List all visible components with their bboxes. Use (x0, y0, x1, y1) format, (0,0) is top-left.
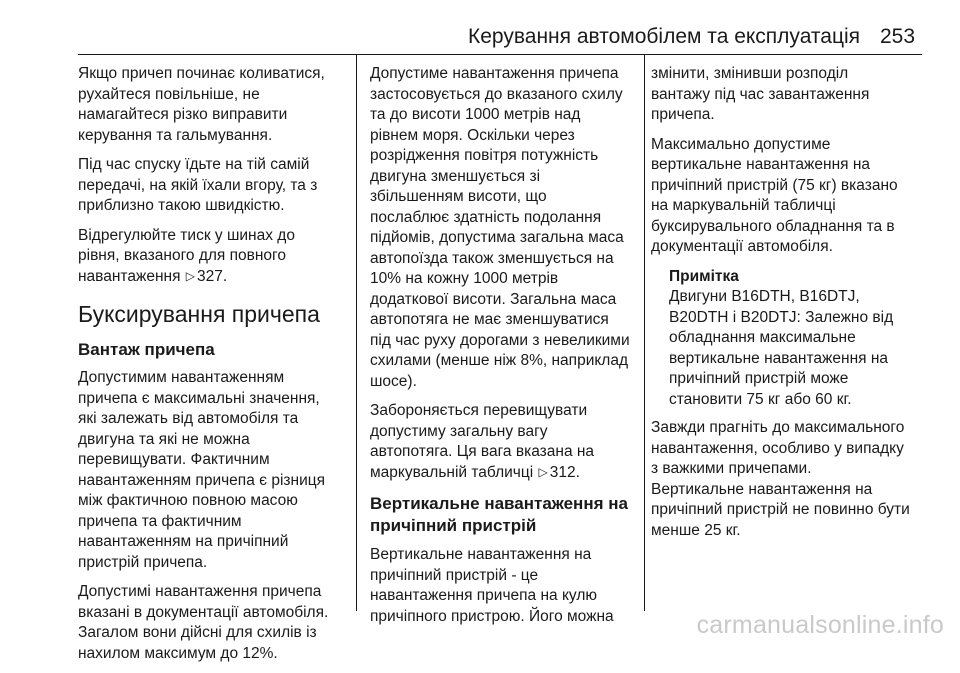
paragraph-max-load-advice: Завжди прагніть до максимального навантаження, особливо у випадку з важкими причепами. (651, 419, 905, 477)
page-header-title: Керування автомобілем та експлуатація (468, 25, 861, 48)
triangle-right-icon: ▷ (185, 268, 196, 283)
paragraph-trailer-swaying: Якщо причеп починає коливатися, рухайтеся повільніше, не намагайтеся різко виправити керування та гальмування. (78, 65, 325, 144)
text-column-2 (370, 64, 636, 636)
paragraph-gross-weight-text: Забороняється перевищувати допустиму загальну вагу автопотяга. Ця вага вказана на маркувальній табличці (370, 402, 595, 481)
triangle-right-icon: ▷ (538, 464, 548, 479)
paragraph-tyre-pressure-text: Відрегулюйте тиск у шинах до рівня, вказаного для повного навантаження (78, 226, 295, 285)
paragraph-vertical-load-definition: Вертикальне навантаження на причіпний пристрій - це навантаження причепа на кулю причіпного пристрою. Його можна (370, 546, 614, 625)
page-ref-link[interactable]: 327. (197, 267, 228, 285)
paragraph-load-distribution: змінити, змінивши розподіл вантажу під час завантаження причепа. (651, 65, 870, 123)
paragraph-gross-weight (370, 401, 636, 483)
section-title-towing: Буксирування причепа (78, 301, 320, 327)
note-text: Двигуни B16DTH, B16DTJ, B20DTH і B20DTJ: Залежно від обладнання максимальне вертикальне навантаження на причіпний пристрій може становити 75 кг або 60 кг. (669, 288, 894, 408)
text-column-3 (651, 64, 926, 550)
page-number: 253 (880, 25, 916, 48)
column-divider-left (356, 54, 357, 611)
header-divider (78, 54, 922, 55)
paragraph-permitted-load: Допустимим навантаженням причепа є максимальні значення, які залежать від автомобіля та двигуна та які не можна перевищувати. Фактичним навантаженням причепа є різниця між фактичною повною масою причепа та фактичним навантаженням на причіпний пристрій причепа. (78, 369, 325, 571)
text-column-1 (78, 64, 348, 673)
paragraph-downhill: Під час спуску їдьте на тій самій передачі, на якій їхали вгору, та з приблизно такою швидкістю. (78, 156, 318, 214)
note-block (651, 267, 926, 411)
subsection-title-trailer-load: Вантаж причепа (78, 340, 215, 359)
paragraph-altitude: Допустиме навантаження причепа застосовується до вказаного схилу та до висоти 1000 метрів над рівнем моря. Оскільки через розрідження повітря потужність двигуна зменшується зі збільшенням висоти, що послаблює здатність подолання підйомів, допустима загальна маса автопоїзда також зменшується на 10% на кожну 1000 метрів додаткової висоти. Загальна маса автопотяга не має зменшуватися під час руху дорогами з невеликими схилами (менше ніж 8%, наприклад шосе). (370, 65, 630, 390)
paragraph-documentation: Допустимі навантаження причепа вказані в документації автомобіля. Загалом вони дійсні для схилів із нахилом максимум до 12%. (78, 583, 329, 662)
note-label: Примітка (669, 267, 739, 285)
paragraph-tyre-pressure (78, 226, 348, 288)
watermark-text: carmanualsonline.info (696, 611, 944, 639)
subsection-title-vertical-load: Вертикальне навантаження на причіпний пристрій (370, 494, 628, 535)
paragraph-max-vertical-load: Максимально допустиме вертикальне навантаження на причіпний пристрій (75 кг) вказано на маркувальній табличці буксирувального обладнання та в документації автомобіля. (651, 135, 898, 255)
column-divider-right (644, 54, 645, 611)
paragraph-min-vertical-load: Вертикальне навантаження на причіпний пристрій не повинно бути менше 25 кг. (651, 480, 910, 539)
page-ref-link[interactable]: 312. (549, 463, 580, 481)
